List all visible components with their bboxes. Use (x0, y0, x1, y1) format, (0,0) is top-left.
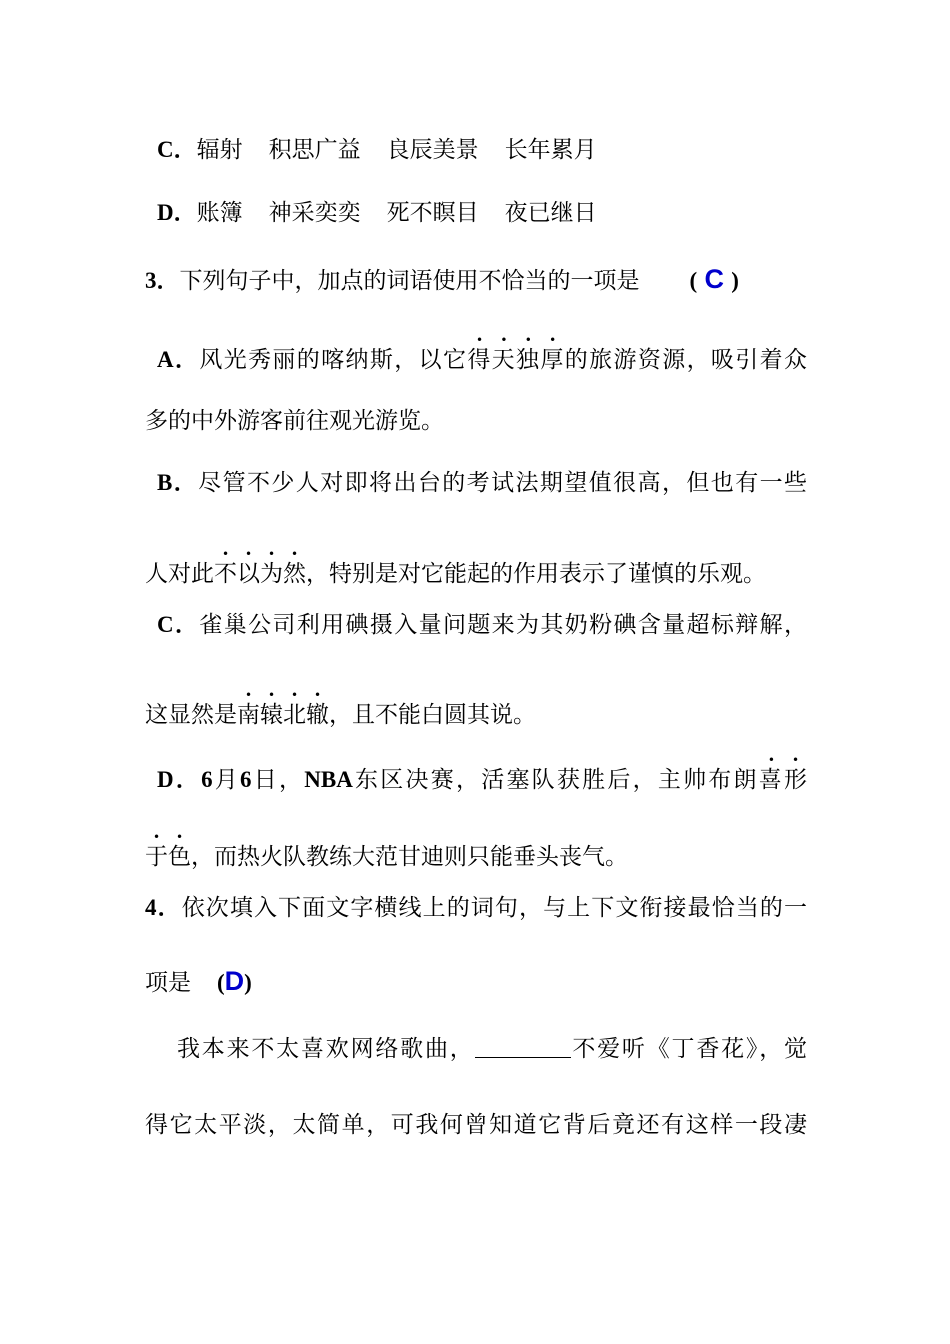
paren-open: ( (217, 970, 225, 995)
question-number: 4． (145, 895, 182, 920)
text-segment: 我本来不太喜欢网络歌曲， (177, 1036, 475, 1062)
q3-option-b-line1 (145, 468, 807, 498)
q3-option-c-line2 (145, 688, 807, 730)
text-segment: NBA (304, 767, 353, 792)
passage-line2: 得它太平淡，太简单，可我何曾知道它背后竟还有这样一段凄 (145, 1112, 807, 1138)
word: 长年累月 (504, 137, 597, 163)
question-4-stem-line1 (145, 893, 807, 923)
q3-option-c-line1 (145, 610, 807, 640)
text-segment: 尽管不少人对即将出台的考试法期望值很高，但也有一些 (198, 470, 808, 496)
question-text: 下列句子中，加点的词语使用不恰当的一项是 (179, 268, 640, 294)
word: 辐射 (196, 137, 243, 163)
option-d-prev (145, 198, 807, 228)
answer-mark: D (224, 966, 245, 996)
text-segment: 人对此 (145, 561, 214, 587)
answer-mark: C (704, 264, 724, 294)
dotted-word: 南辕北辙 (237, 702, 329, 728)
question-4-stem-line2 (145, 966, 807, 998)
paren-open: ( (689, 268, 698, 293)
word: 积思广益 (268, 137, 361, 163)
paren-close: ) (731, 268, 739, 293)
q3-option-d-line2 (145, 830, 807, 872)
text-segment: 6 (240, 767, 252, 792)
dotted-word: 于色 (145, 844, 191, 870)
option-label: C． (157, 612, 200, 637)
question-3-stem (145, 264, 807, 296)
fill-blank (475, 1035, 571, 1058)
text-segment: 不爱听《丁香花》，觉 (570, 1036, 808, 1062)
text-segment: 雀巢公司利用碘摄入量问题来为其奶粉碘含量超标辩解， (199, 612, 807, 638)
text-segment: 这显然是 (145, 702, 237, 728)
q3-option-b-line2 (145, 547, 807, 589)
word: 夜已继日 (504, 200, 597, 226)
dotted-word: 不以为然 (214, 561, 306, 587)
option-c-prev (145, 135, 807, 165)
text-segment: 月 (212, 767, 241, 793)
text-segment: 日， (251, 767, 305, 793)
text-segment: ，特别是对它能起的作用表示了谨慎的乐观。 (306, 561, 766, 587)
option-label: D． (157, 767, 202, 792)
word: 神采奕奕 (268, 200, 361, 226)
text-segment: 风光秀丽的喀纳斯，以它 (199, 347, 468, 373)
text-segment: 6 (201, 767, 213, 792)
dotted-word: 喜形 (758, 767, 807, 793)
text-segment: ，且不能白圆其说。 (329, 702, 536, 728)
option-label: A． (157, 347, 200, 372)
word: 良辰美景 (386, 137, 479, 163)
question-text: 项是 (145, 970, 191, 996)
dotted-word: 得天独厚 (467, 347, 565, 373)
option-label: C． (157, 137, 197, 162)
word: 账簿 (196, 200, 243, 226)
passage-line1 (145, 1034, 807, 1064)
q3-option-a-line2: 多的中外游客前往观光游览。 (145, 408, 444, 434)
text-segment: ，而热火队教练大范甘迪则只能垂头丧气。 (191, 844, 628, 870)
text-segment: 东区决赛，活塞队获胜后，主帅布朗 (352, 767, 759, 793)
question-text: 依次填入下面文字横线上的词句，与上下文衔接最恰当的一 (181, 895, 808, 921)
word: 死不瞑目 (386, 200, 479, 226)
option-label: B． (157, 470, 199, 495)
text-segment: 的旅游资源，吸引着众 (564, 347, 808, 373)
question-number: 3． (145, 268, 180, 293)
q3-option-d-line1 (145, 753, 807, 795)
option-label: D． (157, 200, 197, 225)
paren-close: ) (244, 970, 252, 995)
q3-option-a-line1 (145, 333, 807, 375)
